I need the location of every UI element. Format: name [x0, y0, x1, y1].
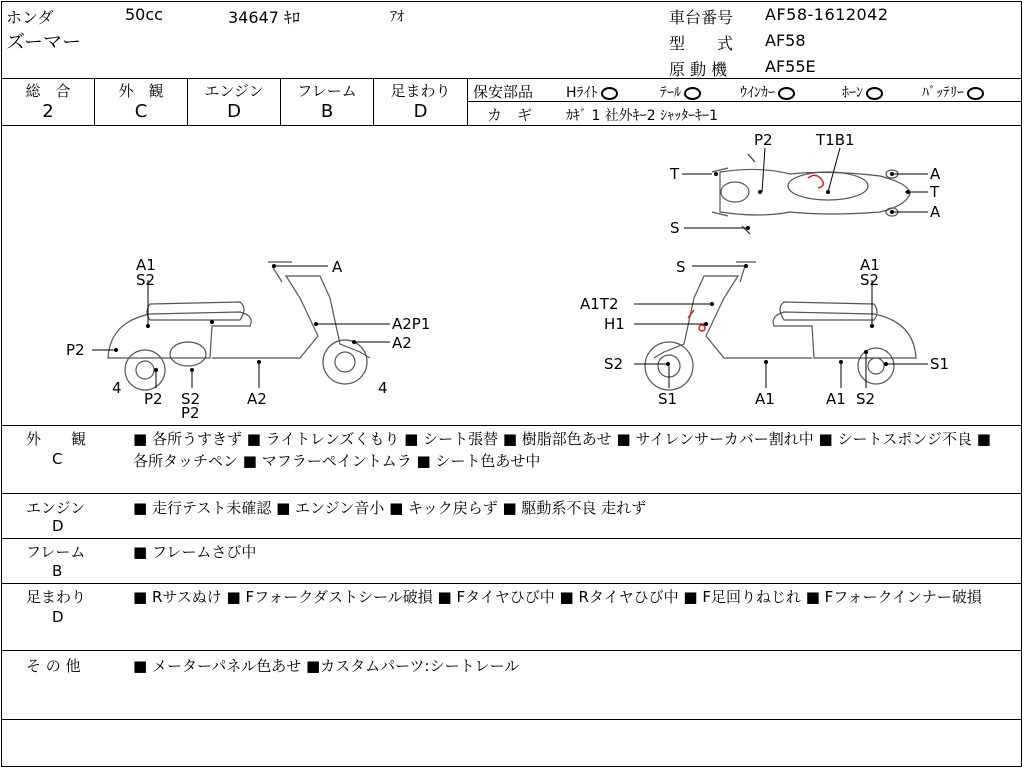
diag-label: 4 — [112, 379, 122, 397]
left-rear-body — [108, 312, 251, 358]
top-view-seat — [788, 172, 868, 200]
ok-circle-icon — [866, 87, 883, 100]
diag-label: P2 — [754, 131, 773, 149]
divider — [1, 538, 1022, 539]
remark-text-suspension: ■ Rサスぬけ ■ Fフォークダストシール破損 ■ Fタイヤひび中 ■ Rタイヤひび中 ■ F足回りねじれ ■ Fフォークインナー破損 — [133, 588, 982, 606]
safety-parts-label: 保安部品 — [473, 83, 534, 101]
grade-value-suspension: D — [413, 101, 428, 122]
diag-label: 4 — [378, 379, 388, 397]
diag-label: S — [676, 258, 686, 276]
right-rear-body — [773, 312, 916, 358]
divider — [1, 719, 1022, 720]
grade-label-engine: エンジン — [204, 82, 264, 100]
diag-label: T — [930, 183, 940, 201]
damage-marks — [688, 175, 823, 331]
remark-text-exterior: ■ 各所うすきず ■ ライトレンズくもり ■ シート張替 ■ 樹脂部色あせ ■ サイレンサーカバー割れ中 ■ シートスポンジ不良 ■ 各所タッチペン ■ マフラーペイントムラ ■ シート色あせ中 — [133, 430, 991, 470]
divider — [1, 493, 1022, 494]
left-front-body — [212, 276, 370, 358]
diag-label: A1 — [136, 256, 156, 274]
divider — [467, 78, 468, 125]
diag-label: P2 — [144, 390, 163, 408]
right-front-body — [654, 276, 812, 358]
diag-label: H1 — [604, 315, 625, 333]
displacement: 50cc — [125, 5, 163, 24]
diag-label: A1 — [860, 256, 880, 274]
grade-label-exterior: 外 観 — [118, 82, 164, 100]
grade-label-frame: フレーム — [297, 82, 357, 100]
ok-circle-icon — [967, 87, 984, 100]
grade-value-exterior: C — [134, 101, 148, 122]
engine-value: AF55E — [765, 57, 816, 76]
diag-label: A — [930, 165, 941, 183]
ok-circle-icon — [684, 87, 701, 100]
remark-text-frame: ■ フレームさび中 — [133, 543, 257, 561]
diag-label: S1 — [930, 355, 950, 373]
safety-winker: ｳｲﾝｶｰ — [740, 82, 795, 102]
diag-label: A1 — [755, 390, 775, 408]
diag-label: P2 — [181, 404, 200, 422]
diag-label: S — [670, 219, 680, 237]
remark-grade-suspension: D — [52, 608, 64, 626]
type-label: 型 式 — [669, 34, 734, 53]
grade-label-suspension: 足まわり — [390, 82, 451, 100]
mileage: 34647 ｷﾛ — [228, 8, 300, 27]
divider — [1, 583, 1022, 584]
remark-category-other: そ の 他 — [26, 657, 81, 675]
grade-label-overall: 総 合 — [25, 82, 71, 100]
safety-horn: ﾎｰﾝ — [842, 82, 883, 102]
divider — [1, 650, 1022, 651]
diag-label: T — [670, 165, 680, 183]
maker: ホンダ — [6, 8, 54, 27]
diag-label: T1B1 — [816, 131, 855, 149]
diag-label: S1 — [658, 390, 678, 408]
remark-grade-exterior: C — [52, 450, 63, 468]
engine-label: 原 動 機 — [669, 60, 728, 79]
keys-label: カ ギ — [487, 106, 533, 124]
ok-circle-icon — [778, 87, 795, 100]
diag-label: A2 — [392, 334, 412, 352]
remark-category-frame: フレーム — [26, 543, 86, 561]
remark-category-engine: エンジン — [26, 499, 86, 517]
diagram-label-group — [66, 131, 949, 422]
left-seat — [147, 302, 244, 320]
top-view-headlight — [721, 182, 749, 202]
diag-label: S2 — [856, 390, 876, 408]
grade-value-overall: 2 — [42, 101, 54, 122]
type-value: AF58 — [765, 31, 806, 50]
safety-taillight: ﾃｰﾙ — [660, 82, 701, 102]
diag-label: A2 — [247, 390, 267, 408]
model-name: ズーマー — [6, 31, 82, 53]
scooter-diagram — [0, 126, 1024, 426]
keys-text: ｶｷﾞ 1 社外ｷｰ2 ｼｬｯﾀｰｷｰ1 — [566, 108, 719, 124]
remark-category-exterior: 外 観 — [26, 430, 87, 448]
right-rear-wheel — [858, 348, 894, 384]
frame-no-label: 車台番号 — [669, 8, 734, 27]
diag-label: S2 — [181, 390, 201, 408]
remark-category-suspension: 足まわり — [26, 588, 87, 606]
diag-label: A — [930, 203, 941, 221]
remark-grade-engine: D — [52, 517, 64, 535]
diag-label: A2P1 — [392, 315, 431, 333]
diag-label: S2 — [604, 355, 624, 373]
right-seat — [780, 302, 877, 320]
diag-label: A1 — [826, 390, 846, 408]
diag-label: P2 — [66, 341, 85, 359]
diag-label: S2 — [136, 271, 156, 289]
remark-text-engine: ■ 走行テスト未確認 ■ エンジン音小 ■ キック戻らず ■ 駆動系不良 走れず — [133, 499, 647, 517]
safety-battery: ﾊﾞｯﾃﾘｰ — [922, 82, 984, 102]
safety-headlight: Hﾗｲﾄ — [566, 82, 618, 102]
remark-grade-frame: B — [52, 562, 63, 580]
diag-label: A1T2 — [580, 295, 619, 313]
body-color: ｱｵ — [390, 9, 404, 25]
diag-label: S2 — [860, 271, 880, 289]
divider — [1, 78, 1022, 79]
remark-text-other: ■ メーターパネル色あせ ■カスタムパーツ:シートレール — [133, 657, 520, 675]
diag-label: A — [332, 258, 343, 276]
grade-value-frame: B — [320, 101, 334, 122]
ok-circle-icon — [601, 87, 618, 100]
grade-value-engine: D — [227, 101, 241, 122]
frame-no: AF58-1612042 — [765, 5, 889, 24]
left-rear-wheel — [125, 350, 165, 390]
divider — [1, 425, 1022, 426]
